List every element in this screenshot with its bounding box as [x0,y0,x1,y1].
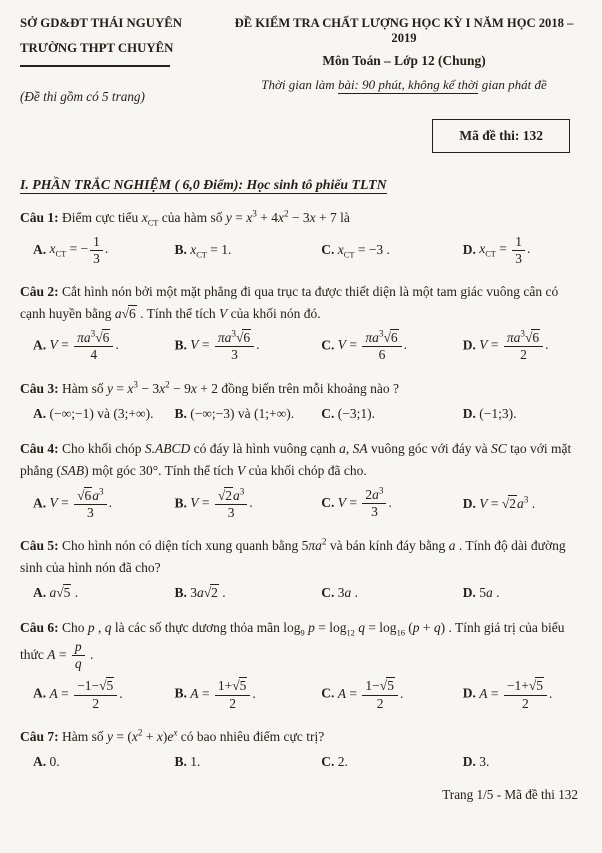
answer-option [174,583,317,603]
option-text: (−∞;−1) và (3;+∞). [49,406,154,422]
answer-option [321,240,458,260]
answer-option [33,487,170,521]
question-stem [20,378,584,400]
question-label: Câu 2: [20,283,59,299]
answer-option [321,329,458,363]
answer-option [463,752,584,772]
question-block [20,281,584,364]
question-label: Câu 3: [20,380,59,396]
question-stem [20,207,584,229]
option-text: V = $\frac{2a^3}{3}$ . [337,485,392,520]
answer-option [174,677,317,711]
option-letter: B. [174,406,187,422]
question-label: Câu 7: [20,728,59,744]
option-letter: A. [33,406,47,422]
question-block [20,438,584,521]
issuer-block [20,16,220,105]
option-text: A = $\frac{1-√5}{2}$ . [337,678,404,711]
option-text: 2. [337,754,348,770]
pages-note: (Đề thi gồm có 5 trang) [20,89,145,104]
answer-option [33,404,170,424]
question-label: Câu 6: [20,620,59,636]
answer-option [33,329,170,363]
question-stem [20,535,584,578]
option-text: $x_{CT}$ = $\frac{1}{3}$ . [479,233,531,266]
answer-option [33,234,170,267]
option-letter: A. [33,585,47,601]
option-text: (−3;1). [337,406,375,422]
option-text: $V = √2a^3$ . [479,494,536,511]
question-label: Câu 1: [20,210,59,225]
option-text: A = $\frac{-1-√5}{2}$ . [49,678,123,711]
answer-option [463,404,584,424]
section-title-text: I. PHẦN TRẮC NGHIỆM ( 6,0 Điểm): Học sinh tô phiếu TLTN [20,177,387,192]
question-block [20,726,584,773]
question-stem-text: Hàm số $y = x^3 - 3x^2 - 9x + 2$ đồng biến trên mỗi khoảng nào ? [62,379,400,396]
duration-underlined: bài: 90 phút, không kể thời [337,77,479,92]
option-letter: D. [462,685,476,701]
option-text: 1. [190,754,201,770]
option-letter: A. [33,754,47,770]
question-stem-text: Cho p , q là các số thực dương thỏa mãn $\log_9 p = \log_{12} q = \log_{16} (p + q)$ . Tính giá trị của biểu thức A = $\frac{p}{q}$ . [20,620,565,672]
answer-option [33,583,170,603]
option-text: a√5 . [49,585,79,601]
answer-option [33,752,170,772]
option-letter: A. [33,494,47,510]
answer-option [33,677,170,711]
options-row [20,329,584,363]
answer-option [463,494,584,514]
option-letter: C. [321,585,335,601]
option-text: $x_{CT} = 1$. [190,242,232,260]
option-text: V = $\frac{\pi a^3√6}{6}$ . [337,328,408,363]
issuer-department: SỞ GD&ĐT THÁI NGUYÊN [20,16,183,30]
issuer-school: TRƯỜNG THPT CHUYÊN [20,41,174,55]
exam-code-box: Mã đề thi: 132 [432,119,570,153]
question-block [20,207,584,267]
option-letter: D. [462,754,476,770]
answer-option [174,240,317,260]
answer-option [463,329,584,363]
option-letter: D. [462,241,476,257]
options-row [20,404,584,424]
answer-option [321,404,458,424]
question-list [20,207,584,773]
question-stem-text: Cho hình nón có diện tích xung quanh bằng $5\pi a^2$ và bán kính đáy bằng a . Tính độ dài đường sinh của hình nón đã cho? [20,536,566,575]
option-text: $x_{CT} = -3$ . [337,242,390,260]
question-block [20,535,584,603]
question-stem [20,617,584,672]
option-letter: C. [321,754,335,770]
option-letter: B. [174,585,187,601]
option-letter: D. [462,406,476,422]
options-row [20,583,584,603]
question-stem [20,438,584,481]
question-stem-text: Hàm số $y = (x^2 + x)e^x$ có bao nhiêu điểm cực trị? [62,727,325,744]
question-block [20,378,584,425]
option-letter: C. [321,685,335,701]
option-letter: B. [174,242,187,258]
answer-option [174,329,317,363]
option-text: A = $\frac{-1+√5}{2}$ . [479,678,553,711]
options-row [20,752,584,772]
answer-option [174,404,317,424]
option-text: 3a . [337,585,359,601]
exam-subject: Môn Toán – Lớp 12 (Chung) [322,53,486,68]
duration-suffix: gian phát đề [478,77,547,92]
answer-option [463,583,584,603]
option-letter: C. [321,406,335,422]
option-text: V = $\frac{√2a^3}{3}$ . [190,486,253,520]
option-text: V = $\frac{\pi a^3√6}{3}$ . [190,328,260,363]
answer-option [321,487,458,520]
answer-option [463,677,584,711]
option-text: 3. [479,754,490,770]
answer-option [463,234,584,267]
exam-header [20,16,584,105]
options-row [20,677,584,711]
question-stem-text: Cho khối chóp S.ABCD có đáy là hình vuông cạnh a, SA vuông góc với đáy và SC tạo với mặt phẳng (SAB) một góc 30°. Tính thể tích V của khối chóp đã cho. [20,441,572,478]
option-letter: C. [321,494,335,510]
option-text: A = $\frac{1+√5}{2}$ . [190,678,256,711]
option-text: 0. [49,754,60,770]
option-letter: B. [174,754,187,770]
option-text: (−1;3). [479,406,517,422]
answer-option [321,677,458,711]
exam-code-row [20,119,570,153]
option-letter: C. [321,242,335,258]
option-text: (−∞;−3) và (1;+∞). [190,406,295,422]
answer-option [321,752,458,772]
question-stem [20,281,584,324]
duration-prefix: Thời gian làm [261,77,338,92]
issuer-divider [20,65,170,67]
option-letter: A. [33,241,47,257]
question-label: Câu 4: [20,441,59,457]
option-text: V = $\frac{√6a^3}{3}$ . [49,486,113,520]
exam-title-block [220,16,584,93]
option-text: V = $\frac{\pi a^3√6}{4}$ . [49,328,119,363]
option-letter: B. [174,337,187,353]
option-text: $x_{CT}$ = − $\frac{1}{3}$ . [49,233,109,266]
question-stem-text: Điểm cực tiểu $x_{CT}$ của hàm số $y = x^3 + 4x^2 - 3x + 7$ là [62,208,350,228]
options-row [20,234,584,267]
option-letter: B. [174,494,187,510]
answer-option [321,583,458,603]
option-text: V = $\frac{\pi a^3√6}{2}$ . [479,328,549,363]
option-text: 3a√2 . [190,585,226,601]
question-stem-text: Cắt hình nón bởi một mặt phẳng đi qua trục ta được thiết diện là một tam giác vuông cân có cạnh huyền bằng a√6 . Tính thể tích V của khối nón đó. [20,283,559,321]
answer-option [174,752,317,772]
option-letter: B. [174,685,187,701]
option-letter: D. [462,337,476,353]
exam-duration [224,77,584,93]
option-letter: D. [462,585,476,601]
page-footer: Trang 1/5 - Mã đề thi 132 [442,786,578,802]
option-letter: A. [33,337,47,353]
question-block [20,617,584,711]
section-title [20,177,584,193]
question-stem [20,726,584,748]
option-letter: D. [462,495,476,511]
question-label: Câu 5: [20,537,59,553]
option-letter: C. [321,337,335,353]
answer-option [174,487,317,521]
exam-title: ĐỀ KIỂM TRA CHẤT LƯỢNG HỌC KỲ I NĂM HỌC 2018 – 2019 [234,16,574,45]
option-letter: A. [33,685,47,701]
options-row [20,487,584,521]
option-text: 5a . [479,585,500,601]
